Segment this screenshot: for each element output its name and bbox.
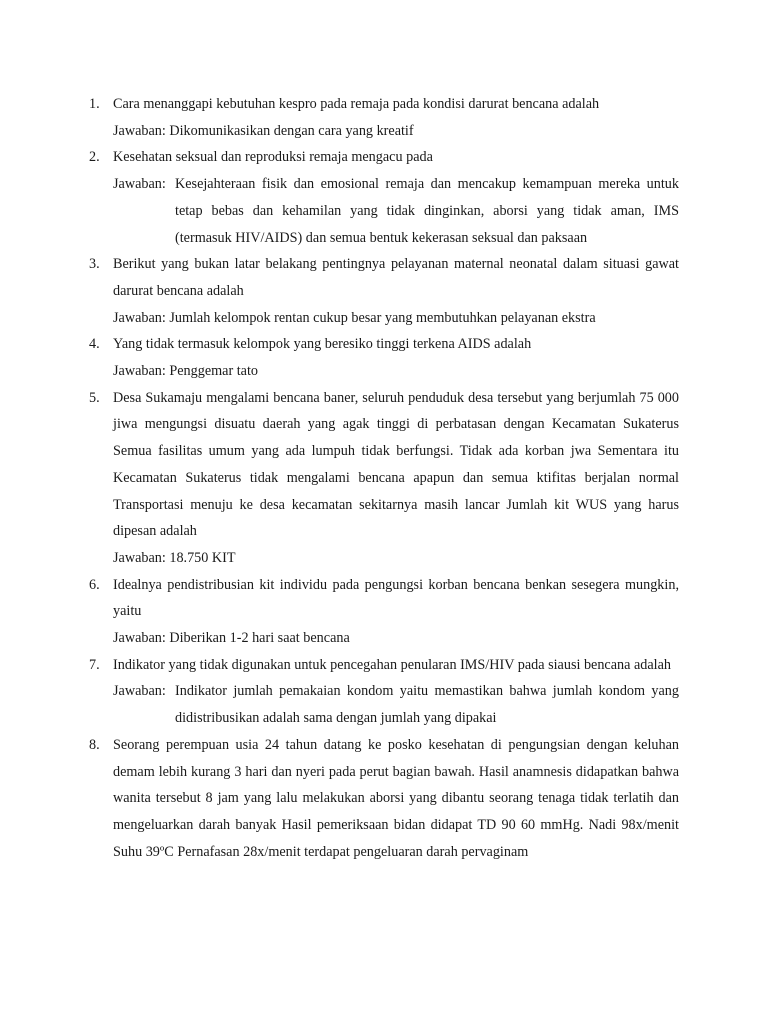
answer-label: Jawaban: [113,630,166,647]
answer-text: Penggemar tato [169,363,258,380]
answer-label: Jawaban: [113,176,166,193]
question-text: Berikut yang bukan latar belakang pentingnya pelayanan maternal neonatal dalam situasi gawat darurat bencana adalah [113,256,679,299]
answer-text: Dikomunikasikan dengan cara yang kreatif [169,122,414,139]
answer-line [113,171,679,251]
list-item [0,331,768,384]
item-number: 1. [89,96,100,112]
answer-line [113,678,679,731]
list-item [0,732,768,866]
item-number: 6. [89,576,100,593]
answer-line [113,118,679,145]
question-text: Idealnya pendistribusian kit individu pada pengungsi korban bencana benkan sesegera mungkin, yaitu [113,576,679,620]
list-item [0,144,768,251]
list-item [0,91,768,144]
item-number: 8. [89,736,100,753]
question-text: Seorang perempuan usia 24 tahun datang ke posko kesehatan di pengungsian dengan keluhan demam lebih kurang 3 hari dan nyeri pada perut bagian bawah. Hasil anamnesis didapatkan bahwa wanita tersebut 8 jam yang lalu melakukan aborsi yang dibantu seorang tenaga tidak terlatih dan mengeluarkan darah banyak Hasil pemeriksaan bidan didapat TD 90 60 mmHg. Nadi 98x/menit Suhu 39ºC Pernafasan 28x/menit terdapat pengeluaran darah pervaginam [113,736,679,860]
question-list [0,91,768,865]
answer-label: Jawaban: [113,683,166,700]
answer-text: Jumlah kelompok rentan cukup besar yang membutuhkan pelayanan ekstra [169,309,596,326]
item-number: 7. [89,656,100,673]
question-text: Yang tidak termasuk kelompok yang beresiko tinggi terkena AIDS adalah [113,336,532,353]
answer-text: Diberikan 1-2 hari saat bencana [169,630,350,647]
list-item [0,652,768,732]
question-text: Desa Sukamaju mengalami bencana baner, seluruh penduduk desa tersebut yang berjumlah 75 000 jiwa mengungsi disuatu daerah yang agak tinggi di perbatasan dengan Kecamatan Sukaterus Semua fasilitas umum yang ada lumpuh tidak berfungsi. Tidak ada korban jwa Sementara itu Kecamatan Sukaterus tidak mengalami bencana apapun dan semua ktifitas berjalan normal Transportasi menuju ke desa kecamatan sekitarnya masih lancar Jumlah kit WUS yang harus dipesan adalah [113,389,679,540]
answer-label: Jawaban: [113,122,166,139]
item-number: 2. [89,149,100,166]
answer-line [113,358,679,385]
item-number: 3. [89,256,100,273]
question-text: Kesehatan seksual dan reproduksi remaja mengacu pada [113,149,433,166]
list-item [0,251,768,331]
question-text: Indikator yang tidak digunakan untuk pencegahan penularan IMS/HIV pada siausi bencana adalah [113,656,671,673]
answer-line [113,625,679,652]
answer-text: 18.750 KIT [169,549,236,566]
answer-label: Jawaban: [113,363,166,380]
answer-text: Indikator jumlah pemakaian kondom yaitu memastikan bahwa jumlah kondom yang didistribusikan adalah sama dengan jumlah yang dipakai [175,683,679,727]
question-text: Cara menanggapi kebutuhan kespro pada remaja pada kondisi darurat bencana adalah [113,96,600,112]
answer-line [113,545,679,572]
answer-label: Jawaban: [113,549,166,566]
answer-text: Kesejahteraan fisik dan emosional remaja dan mencakup kemampuan mereka untuk tetap bebas dan kehamilan yang tidak dinginkan, aborsi yang tidak aman, IMS (termasuk HIV/AIDS) dan semua bentuk kekerasan seksual dan paksaan [175,176,679,246]
item-number: 4. [89,336,100,353]
answer-line [113,305,679,332]
item-number: 5. [89,389,100,406]
answer-label: Jawaban: [113,309,166,326]
list-item [0,572,768,652]
list-item [0,385,768,572]
